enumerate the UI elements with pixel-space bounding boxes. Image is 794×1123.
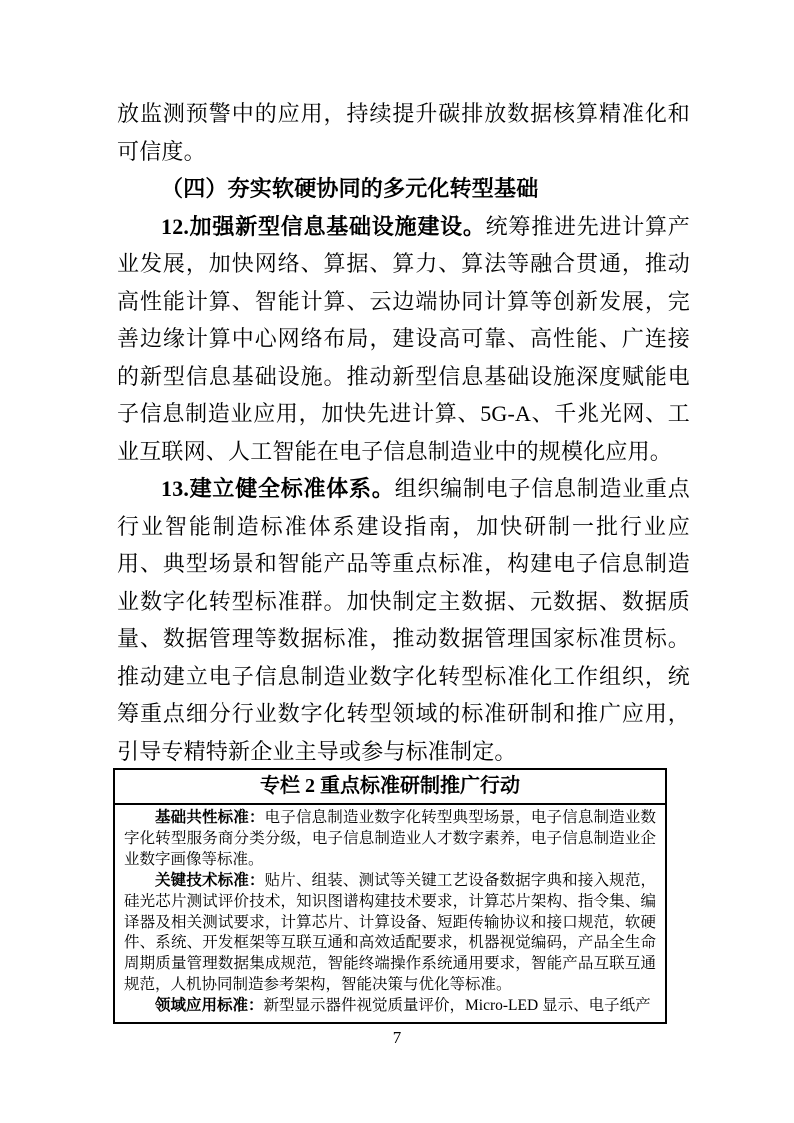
callout-box-column2 [113, 768, 667, 1024]
callout-domain-standards-lead: 领域应用标准： [155, 997, 264, 1015]
paragraph-continuation [117, 95, 690, 170]
callout-body [115, 805, 665, 1022]
paragraph-item-12 [117, 208, 690, 471]
callout-key-tech-standards-lead: 关键技术标准： [155, 871, 265, 889]
paragraph-item-13 [117, 470, 690, 770]
section-heading-4: （四）夯实软硬协同的多元化转型基础 [161, 176, 539, 201]
item-12-lead: 12.加强新型信息基础设施建设。 [161, 213, 486, 239]
callout-paragraph-basic-standards [124, 808, 656, 871]
callout-key-tech-standards-text: 贴片、组装、测试等关键工艺设备数据字典和接入规范，硅光芯片测试评价技术，知识图谱构建技术要求，计算芯片架构、指令集、编译器及相关测试要求，计算芯片、计算设备、短距传输协议和接口规范，软硬件、系统、开发框架等互联互通和高效适配要求，机器视觉编码，产品全生命周期质量管理数据集成规范，智能终端操作系统通用要求，智能产品互联互通规范，人机协同制造参考架构，智能决策与优化等标准。 [124, 871, 656, 994]
callout-basic-standards-lead: 基础共性标准： [155, 809, 265, 826]
page-number: 7 [392, 1028, 402, 1047]
item-13-text: 组织编制电子信息制造业重点行业智能制造标准体系建设指南，加快研制一批行业应用、典型场景和智能产品等重点标准，构建电子信息制造业数字化转型标准群。加快制定主数据、元数据、数据质量、数据管理等数据标准，推动数据管理国家标准贯标。推动建立电子信息制造业数字化转型标准化工作组织，统筹重点细分行业数字化转型领域的标准研制和推广应用，引导专精特新企业主导或参与标准制定。 [117, 476, 690, 764]
callout-paragraph-domain-standards [124, 996, 656, 1017]
paragraph-continuation-text: 放监测预警中的应用，持续提升碳排放数据核算精准化和可信度。 [117, 101, 690, 164]
callout-paragraph-key-tech-standards [124, 871, 656, 996]
callout-domain-standards-text: 新型显示器件视觉质量评价，Micro-LED 显示、电子纸产 [263, 997, 651, 1015]
document-body [117, 95, 690, 770]
item-13-lead: 13.建立健全标准体系。 [161, 476, 395, 501]
callout-title: 专栏 2 重点标准研制推广行动 [115, 770, 665, 805]
item-12-text: 统筹推进先进计算产业发展，加快网络、算据、算力、算法等融合贯通，推动高性能计算、智能计算、云边端协同计算等创新发展，完善边缘计算中心网络布局，建设高可靠、高性能、广连接的新型信息基础设施。推动新型信息基础设施深度赋能电子信息制造业应用，加快先进计算、5G-A、千兆光网、工业互联网、人工智能在电子信息制造业中的规模化应用。 [117, 213, 690, 464]
callout-basic-standards-text: 电子信息制造业数字化转型典型场景，电子信息制造业数字化转型服务商分类分级，电子信息制造业人才数字素养，电子信息制造业企业数字画像等标准。 [124, 809, 656, 868]
